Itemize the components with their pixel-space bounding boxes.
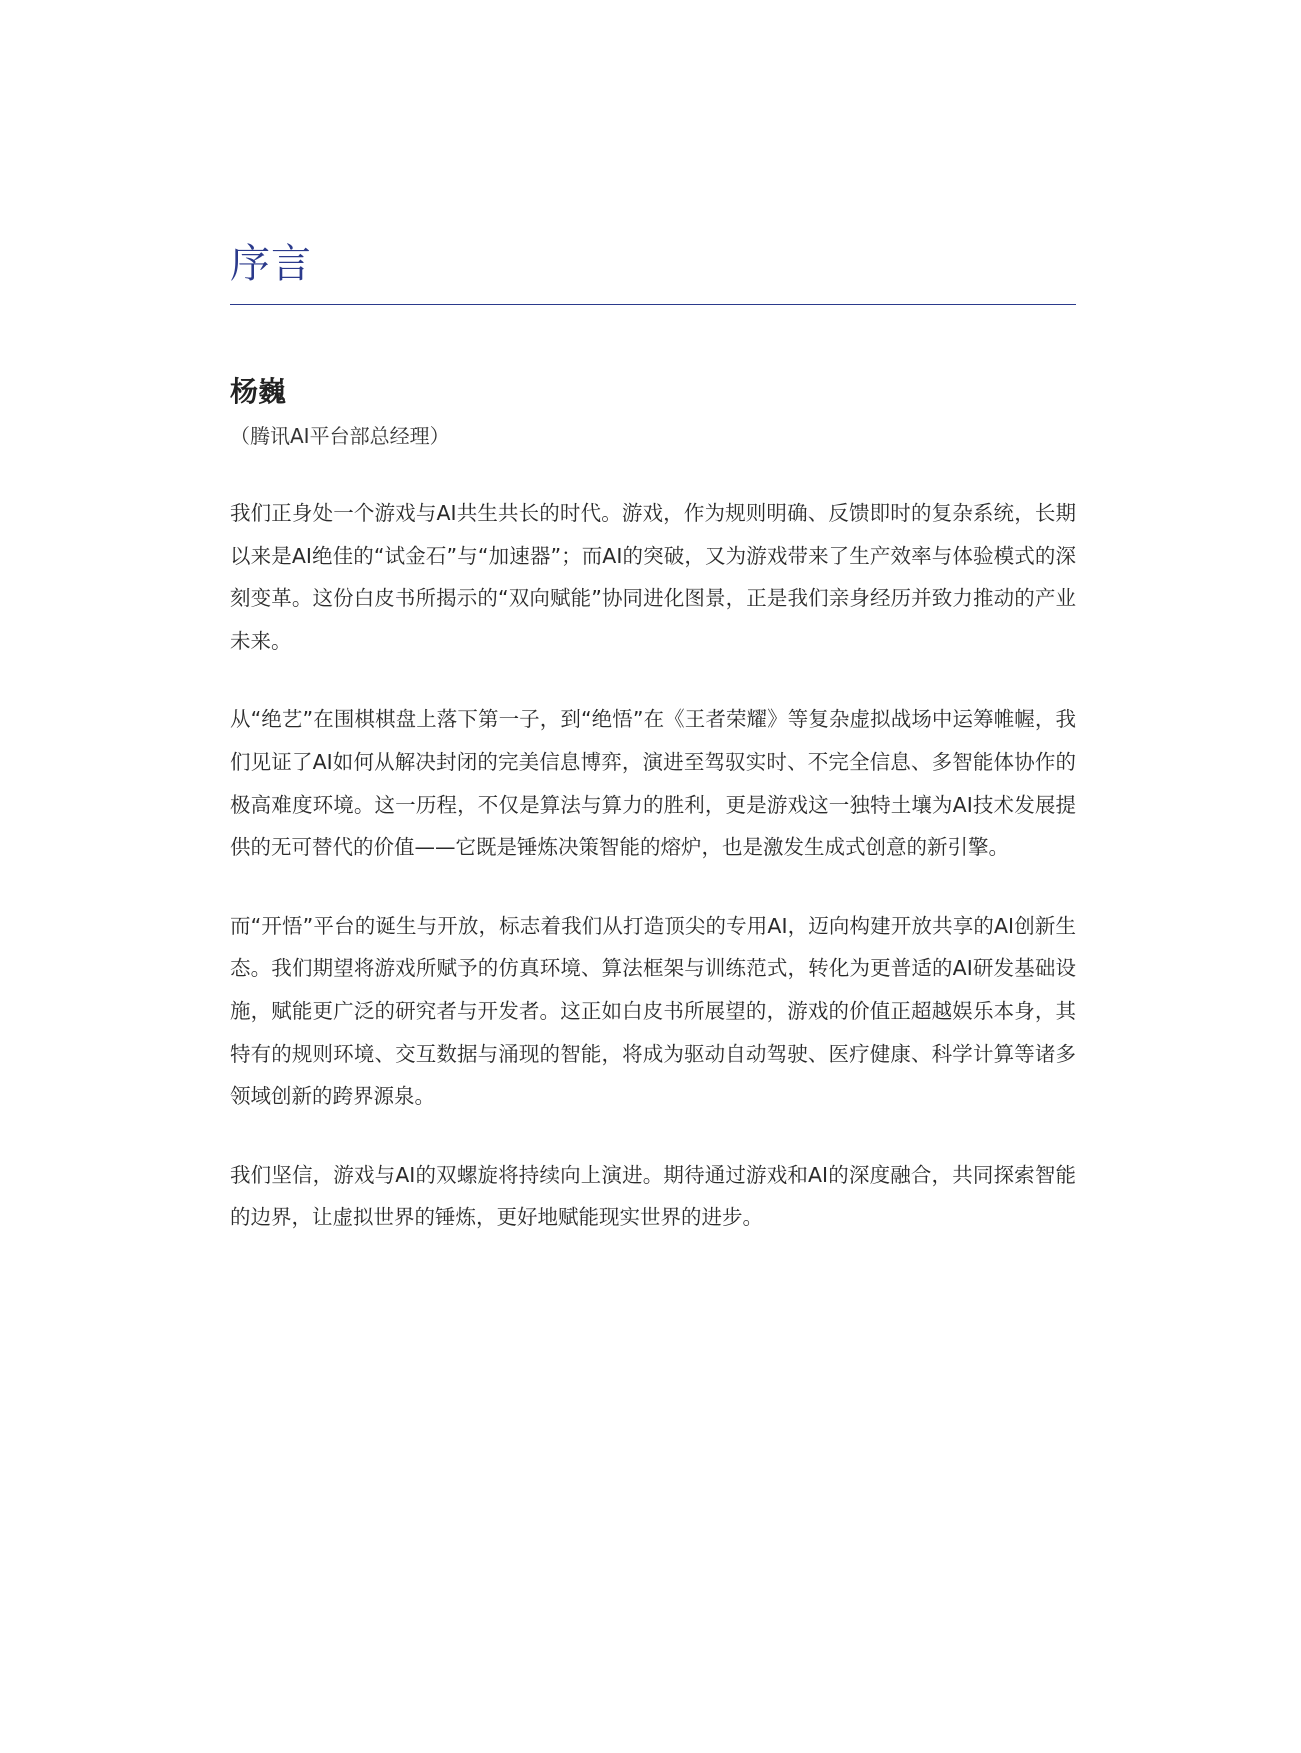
title-divider <box>230 304 1076 305</box>
author-block <box>230 372 1076 450</box>
paragraph: 而“开悟”平台的诞生与开放，标志着我们从打造顶尖的专用AI，迈向构建开放共享的AI创新生态。我们期望将游戏所赋予的仿真环境、算法框架与训练范式，转化为更普适的AI研发基础设施，赋能更广泛的研究者与开发者。这正如白皮书所展望的，游戏的价值正超越娱乐本身，其特有的规则环境、交互数据与涌现的智能，将成为驱动自动驾驶、医疗健康、科学计算等诸多领域创新的跨界源泉。 <box>230 913 1076 1109</box>
preface-body <box>230 492 1076 1275</box>
paragraph: 我们坚信，游戏与AI的双螺旋将持续向上演进。期待通过游戏和AI的深度融合，共同探索智能的边界，让虚拟世界的锤炼，更好地赋能现实世界的进步。 <box>230 1162 1076 1230</box>
author-name: 杨巍 <box>230 375 287 408</box>
page-title: 序言 <box>230 241 312 287</box>
paragraph: 从“绝艺”在围棋棋盘上落下第一子，到“绝悟”在《王者荣耀》等复杂虚拟战场中运筹帷幄，我们见证了AI如何从解决封闭的完美信息博弈，演进至驾驭实时、不完全信息、多智能体协作的极高难度环境。这一历程，不仅是算法与算力的胜利，更是游戏这一独特土壤为AI技术发展提供的无可替代的价值——它既是锤炼决策智能的熔炉，也是激发生成式创意的新引擎。 <box>230 707 1076 860</box>
author-role: （腾讯AI平台部总经理） <box>230 424 450 448</box>
paragraph: 我们正身处一个游戏与AI共生共长的时代。游戏，作为规则明确、反馈即时的复杂系统，长期以来是AI绝佳的“试金石”与“加速器”；而AI的突破，又为游戏带来了生产效率与体验模式的深刻变革。这份白皮书所揭示的“双向赋能”协同进化图景，正是我们亲身经历并致力推动的产业未来。 <box>230 501 1076 653</box>
